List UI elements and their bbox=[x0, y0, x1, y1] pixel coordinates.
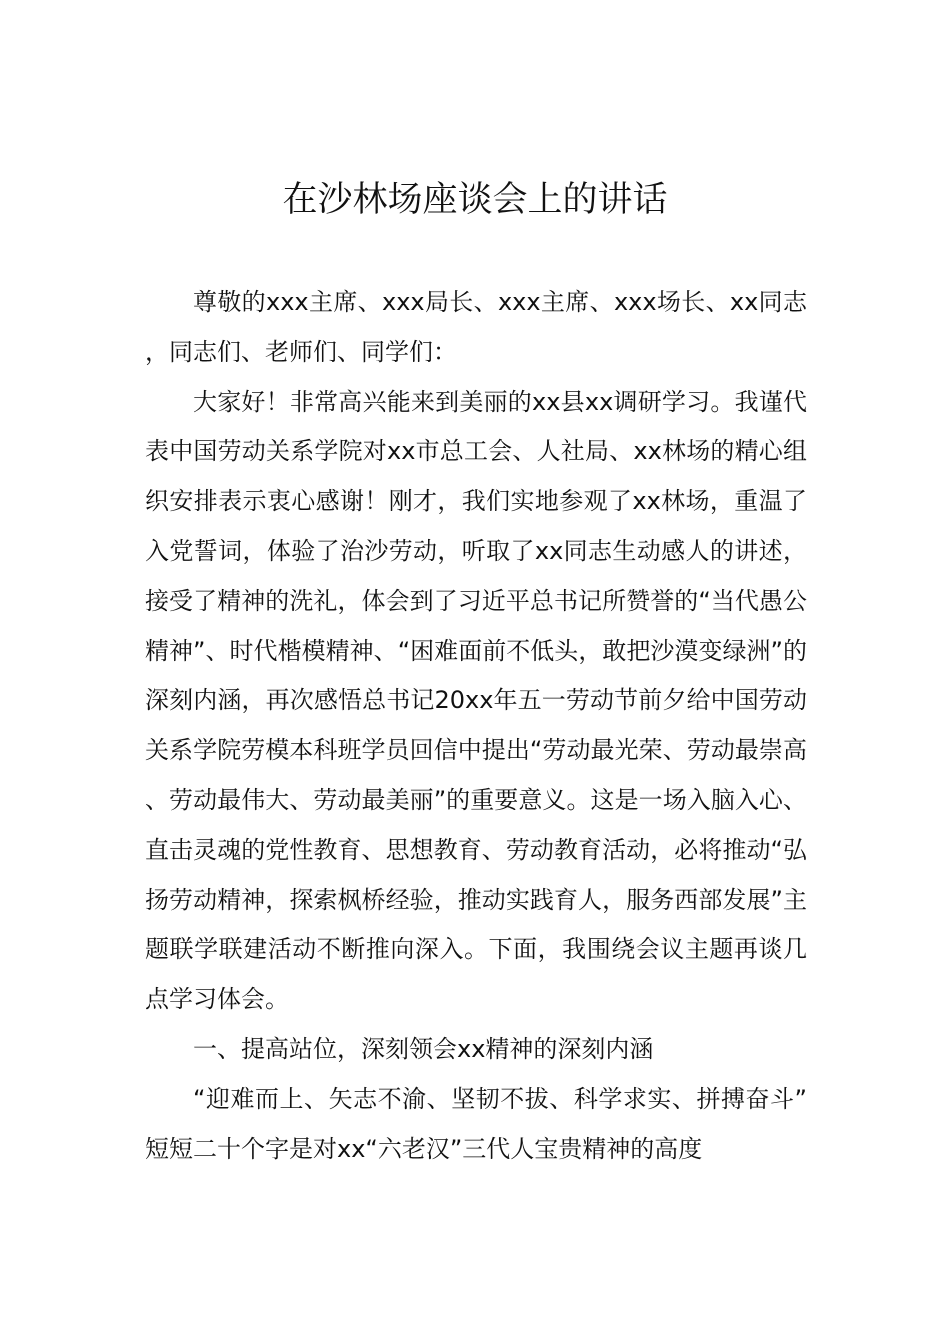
section-paragraph: “迎难而上、矢志不渝、坚韧不拔、科学求实、拼搏奋斗”短短二十个字是对xx“六老汉”三代人宝贵精神的高度 bbox=[145, 1084, 807, 1163]
document-body bbox=[145, 278, 807, 1174]
salutation-paragraph: 尊敬的xxx主席、xxx局长、xxx主席、xxx场长、xx同志，同志们、老师们、同学们： bbox=[145, 288, 807, 366]
document-title: 在沙林场座谈会上的讲话 bbox=[282, 180, 668, 220]
opening-paragraph: 大家好！非常高兴能来到美丽的xx县xx调研学习。我谨代表中国劳动关系学院对xx市总工会、人社局、xx林场的精心组织安排表示衷心感谢！刚才，我们实地参观了xx林场，重温了入党誓词，体验了治沙劳动，听取了xx同志生动感人的讲述，接受了精神的洗礼，体会到了习近平总书记所赞誉的“当代愚公精神”、时代楷模精神、“困难面前不低头，敢把沙漠变绿洲”的深刻内涵，再次感悟总书记20xx年五一劳动节前夕给中国劳动关系学院劳模本科班学员回信中提出“劳动最光荣、劳动最崇高、劳动最伟大、劳动最美丽”的重要意义。这是一场入脑入心、直击灵魂的党性教育、思想教育、劳动教育活动，必将推动“弘扬劳动精神，探索枫桥经验，推动实践育人，服务西部发展”主题联学联建活动不断推向深入。下面，我围绕会议主题再谈几点学习体会。 bbox=[145, 387, 807, 1014]
section-heading: 一、提高站位，深刻领会xx精神的深刻内涵 bbox=[193, 1034, 654, 1063]
